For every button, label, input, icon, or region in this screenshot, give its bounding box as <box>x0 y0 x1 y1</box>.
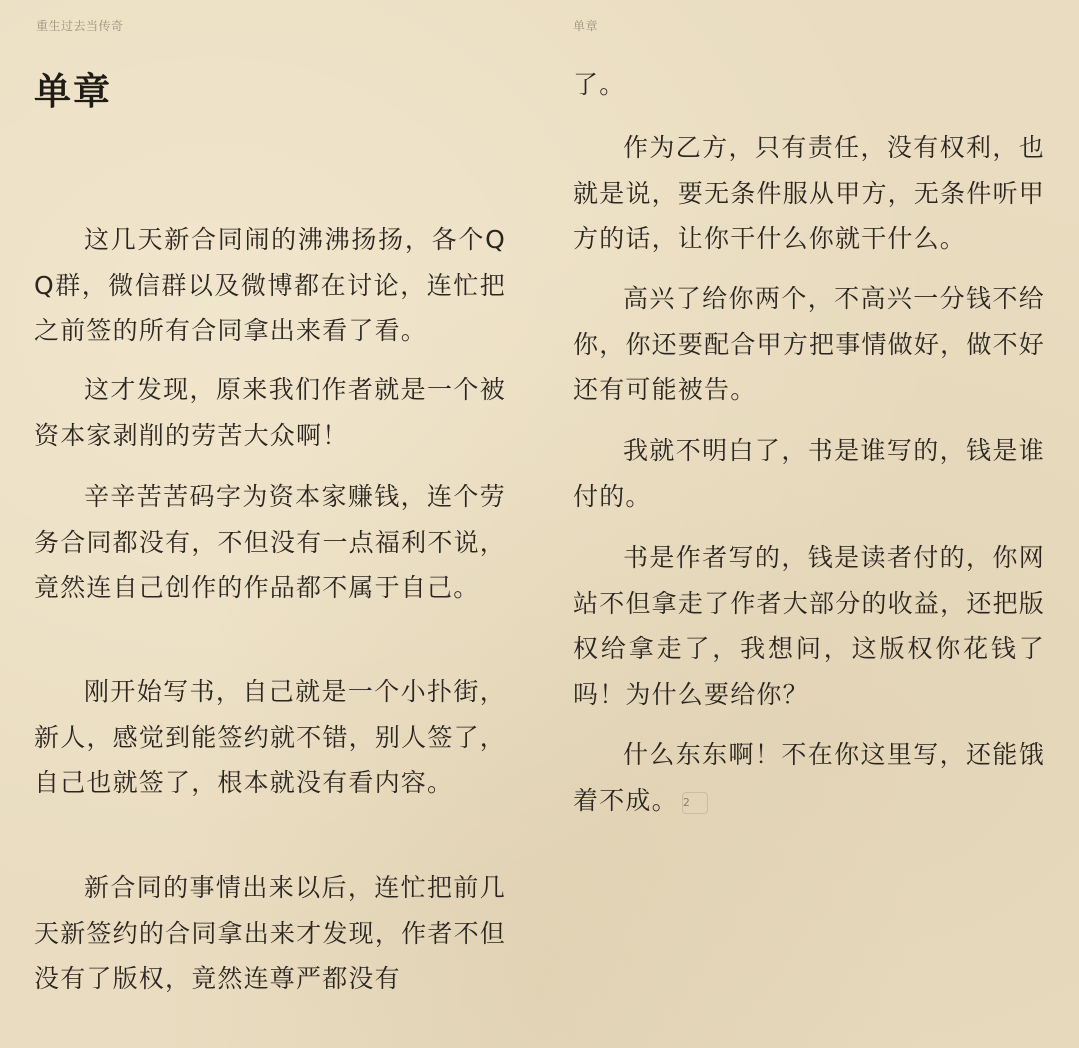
chapter-header: 单章 <box>573 19 599 33</box>
chapter-title: 单章 <box>34 70 112 113</box>
paragraph: 这几天新合同闹的沸沸扬扬，各个QQ群，微信群以及微博都在讨论，连忙把之前签的所有合同拿出来看了看。 <box>34 225 506 345</box>
paragraph: 书是作者写的，钱是读者付的，你网站不但拿走了作者大部分的收益，还把版权给拿走了，我想问，这版权你花钱了吗！为什么要给你？ <box>573 543 1045 709</box>
paragraph <box>573 732 1045 823</box>
book-title-header: 重生过去当传奇 <box>36 19 124 33</box>
paragraph-continuation: 了。 <box>573 70 626 99</box>
paragraph: 我就不明白了，书是谁写的，钱是谁付的。 <box>573 436 1045 511</box>
paragraph: 这才发现，原来我们作者就是一个被资本家剥削的劳苦大众啊！ <box>34 375 506 450</box>
paragraph: 高兴了给你两个，不高兴一分钱不给你，你还要配合甲方把事情做好，做不好还有可能被告。 <box>573 284 1045 404</box>
right-page[interactable] <box>540 0 1079 1048</box>
paragraph-comment-badge[interactable]: 2 <box>682 792 708 814</box>
paragraph: 辛辛苦苦码字为资本家赚钱，连个劳务合同都没有，不但没有一点福利不说，竟然连自己创作的作品都不属于自己。 <box>34 482 506 602</box>
paragraph-text: 什么东东啊！不在你这里写，还能饿着不成。 <box>573 740 1045 815</box>
paragraph: 作为乙方，只有责任，没有权利，也就是说，要无条件服从甲方，无条件听甲方的话，让你干什么你就干什么。 <box>573 133 1045 253</box>
paragraph: 刚开始写书，自己就是一个小扑街，新人，感觉到能签约就不错，别人签了，自己也就签了，根本就没有看内容。 <box>34 677 506 797</box>
paragraph: 新合同的事情出来以后，连忙把前几天新签约的合同拿出来才发现，作者不但没有了版权，竟然连尊严都没有 <box>34 873 506 993</box>
